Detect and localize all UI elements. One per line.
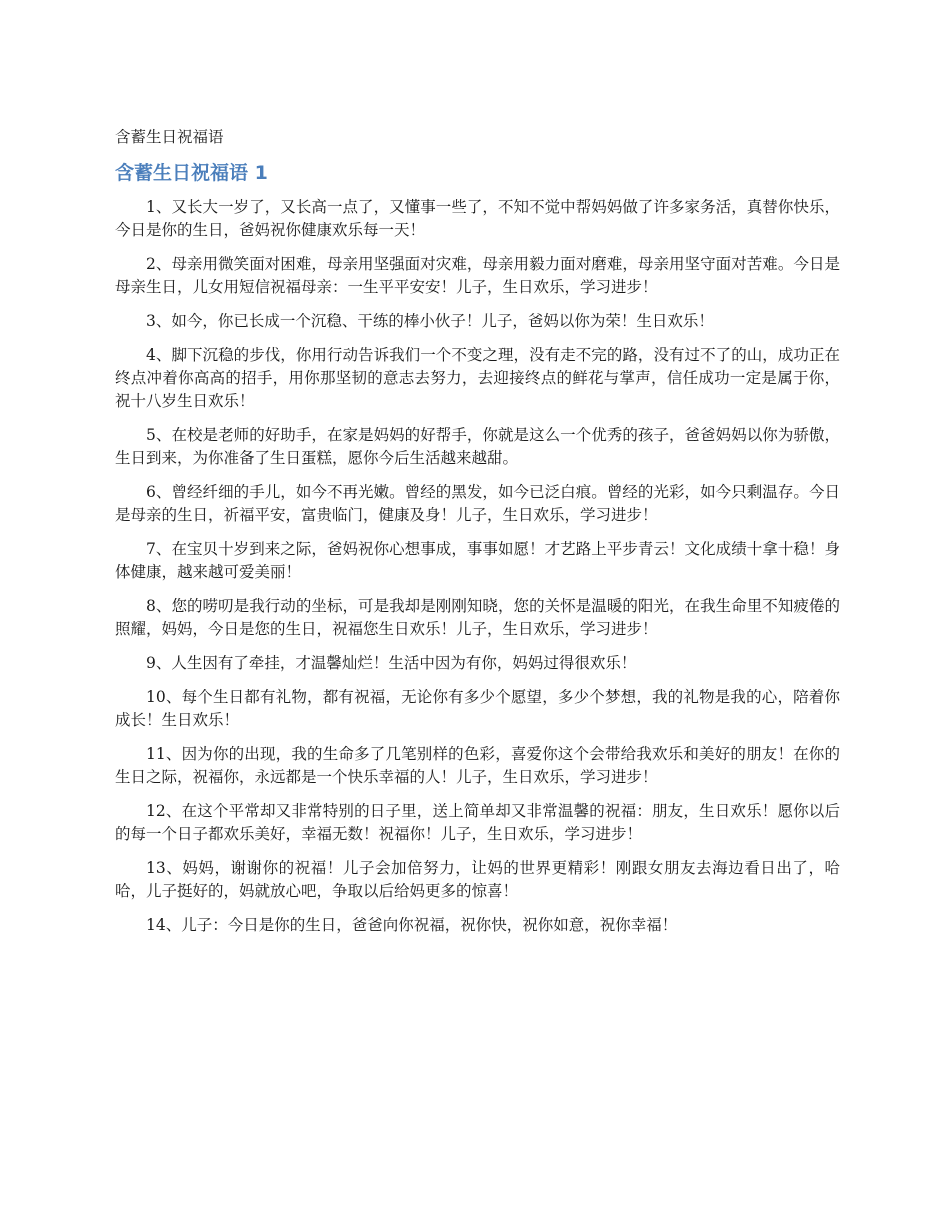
paragraph-12: 12、在这个平常却又非常特别的日子里，送上简单却又非常温馨的祝福：朋友，生日欢乐！愿你以后的每一个日子都欢乐美好，幸福无数！祝福你！儿子，生日欢乐，学习进步！ [115,802,840,843]
paragraph-9: 9、人生因有了牵挂，才温馨灿烂！生活中因为有你，妈妈过得很欢乐！ [146,654,637,672]
document-page [115,124,840,948]
paragraph-2: 2、母亲用微笑面对困难，母亲用坚强面对灾难，母亲用毅力面对磨难，母亲用坚守面对苦难。今日是母亲生日，儿女用短信祝福母亲：一生平平安安！儿子，生日欢乐，学习进步！ [115,255,840,296]
paragraph-3: 3、如今，你已长成一个沉稳、干练的棒小伙子！儿子，爸妈以你为荣！生日欢乐！ [146,312,714,330]
section-heading: 含蓄生日祝福语 1 [115,162,268,184]
paragraph-1: 1、又长大一岁了，又长高一点了，又懂事一些了，不知不觉中帮妈妈做了许多家务活，真替你快乐，今日是你的生日，爸妈祝你健康欢乐每一天！ [115,198,840,239]
paragraph-5: 5、在校是老师的好助手，在家是妈妈的好帮手，你就是这么一个优秀的孩子，爸爸妈妈以你为骄傲，生日到来，为你准备了生日蛋糕，愿你今后生活越来越甜。 [115,426,840,467]
paragraph-14: 14、儿子：今日是你的生日，爸爸向你祝福，祝你快，祝你如意，祝你幸福！ [146,916,678,934]
paragraph-10: 10、每个生日都有礼物，都有祝福，无论你有多少个愿望，多少个梦想，我的礼物是我的心，陪着你成长！生日欢乐！ [115,688,840,729]
paragraph-8: 8、您的唠叨是我行动的坐标，可是我却是刚刚知晓，您的关怀是温暖的阳光，在我生命里不知疲倦的照耀，妈妈，今日是您的生日，祝福您生日欢乐！儿子，生日欢乐，学习进步！ [115,597,840,638]
paragraph-7: 7、在宝贝十岁到来之际，爸妈祝你心想事成，事事如愿！才艺路上平步青云！文化成绩十拿十稳！身体健康，越来越可爱美丽！ [115,540,840,581]
paragraph-6: 6、曾经纤细的手儿，如今不再光嫩。曾经的黑发，如今已泛白痕。曾经的光彩，如今只剩温存。今日是母亲的生日，祈福平安，富贵临门，健康及身！儿子，生日欢乐，学习进步！ [115,483,840,524]
paragraph-4: 4、脚下沉稳的步伐，你用行动告诉我们一个不变之理，没有走不完的路，没有过不了的山，成功正在终点冲着你高高的招手，用你那坚韧的意志去努力，去迎接终点的鲜花与掌声，信任成功一定是属于你，祝十八岁生日欢乐！ [115,346,840,410]
document-title: 含蓄生日祝福语 [115,128,224,146]
paragraph-13: 13、妈妈，谢谢你的祝福！儿子会加倍努力，让妈的世界更精彩！刚跟女朋友去海边看日出了，哈哈，儿子挺好的，妈就放心吧，争取以后给妈更多的惊喜！ [115,859,840,900]
paragraph-11: 11、因为你的出现，我的生命多了几笔别样的色彩，喜爱你这个会带给我欢乐和美好的朋友！在你的生日之际，祝福你，永远都是一个快乐幸福的人！儿子，生日欢乐，学习进步！ [115,745,840,786]
